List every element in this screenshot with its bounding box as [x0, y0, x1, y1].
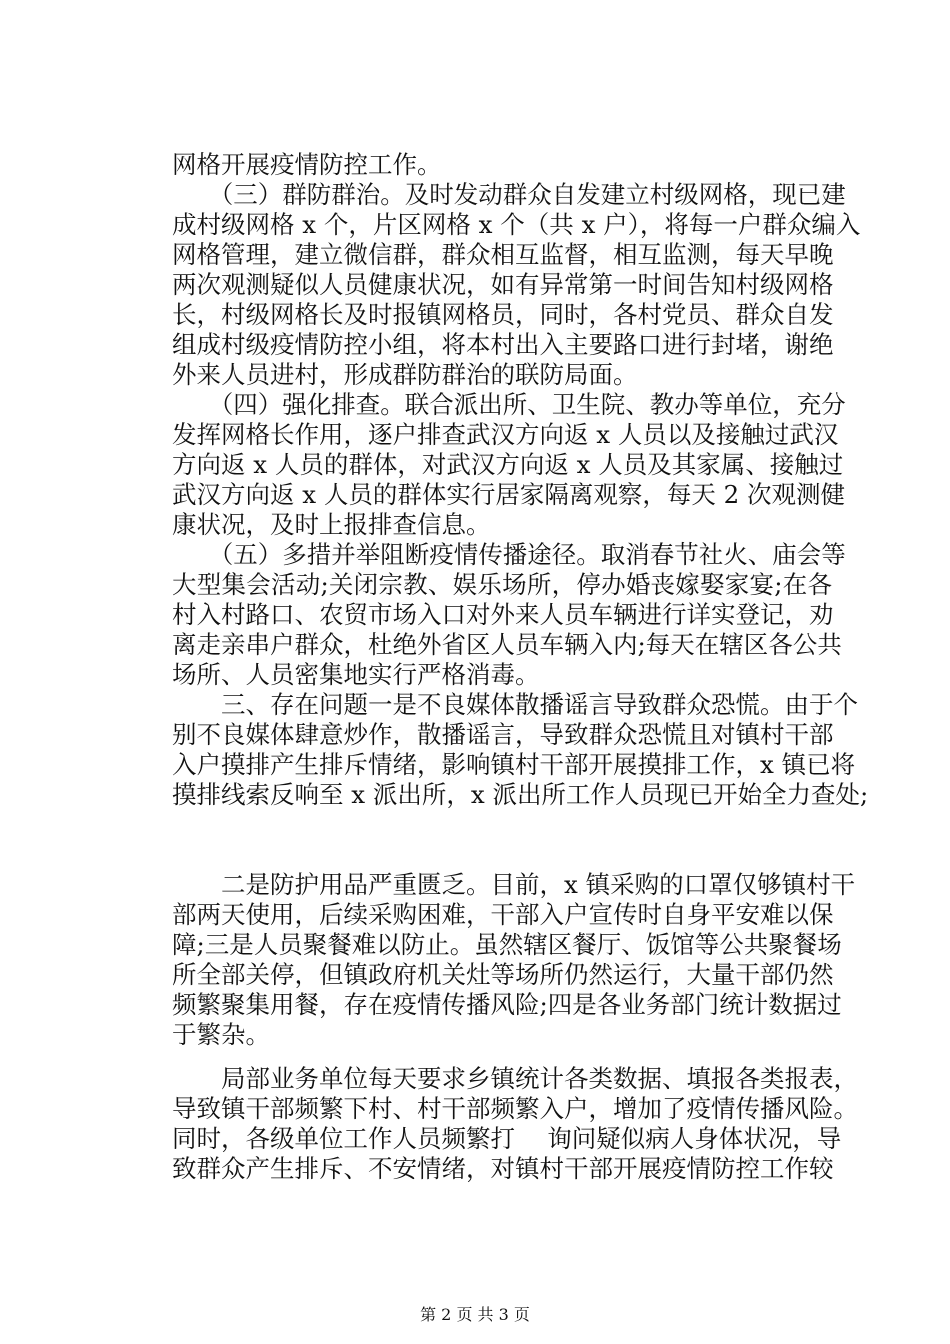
text-line: 场所、人员密集地实行严格消毒。 — [172, 660, 540, 689]
text-line: （五）多措并举阻断疫情传播途径。取消春节社火、庙会等 — [172, 540, 846, 569]
text-line: 方向返 x 人员的群体，对武汉方向返 x 人员及其家属、接触过 — [172, 450, 844, 479]
text-line: 村入村路口、农贸市场入口对外来人员车辆进行详实登记，劝 — [172, 600, 834, 629]
text-line: 于繁杂。 — [172, 1020, 270, 1049]
text-line: 部两天使用，后续采购困难，干部入户宣传时自身平安难以保 — [172, 900, 834, 929]
text-line: 长，村级网格长及时报镇网格员，同时，各村党员、群众自发 — [172, 300, 834, 329]
text-line: 同时，各级单位工作人员频繁打 询问疑似病人身体状况，导 — [172, 1124, 842, 1153]
text-line: 网格开展疫情防控工作。 — [172, 150, 442, 179]
text-line: 障;三是人员聚餐难以防止。虽然辖区餐厅、饭馆等公共聚餐场 — [172, 930, 842, 959]
text-line: 致群众产生排斥、不安情绪，对镇村干部开展疫情防控工作较 — [172, 1154, 834, 1183]
text-line: 外来人员进村，形成群防群治的联防局面。 — [172, 360, 638, 389]
text-line: 导致镇干部频繁下村、村干部频繁入户，增加了疫情传播风险。 — [172, 1094, 858, 1123]
text-line: 摸排线索反响至 x 派出所，x 派出所工作人员现已开始全力查处; — [172, 780, 869, 809]
text-line: 三、存在问题一是不良媒体散播谣言导致群众恐慌。由于个 — [172, 690, 858, 719]
text-line: 组成村级疫情防控小组，将本村出入主要路口进行封堵，谢绝 — [172, 330, 834, 359]
text-line: 康状况，及时上报排查信息。 — [172, 510, 491, 539]
text-line: （三）群防群治。及时发动群众自发建立村级网格，现已建 — [172, 180, 846, 209]
text-line: 二是防护用品严重匮乏。目前，x 镇采购的口罩仅够镇村干 — [172, 870, 856, 899]
text-line: 两次观测疑似人员健康状况，如有异常第一时间告知村级网格 — [172, 270, 834, 299]
text-line: （四）强化排查。联合派出所、卫生院、教办等单位，充分 — [172, 390, 846, 419]
text-line: 发挥网格长作用，逐户排查武汉方向返 x 人员以及接触过武汉 — [172, 420, 839, 449]
text-line: 所全部关停，但镇政府机关灶等场所仍然运行，大量干部仍然 — [172, 960, 834, 989]
page-footer: 第 2 页 共 3 页 — [420, 1305, 530, 1324]
text-line: 入户摸排产生排斥情绪，影响镇村干部开展摸排工作，x 镇已将 — [172, 750, 856, 779]
text-line: 离走亲串户群众，杜绝外省区人员车辆入内;每天在辖区各公共 — [172, 630, 842, 659]
text-line: 成村级网格 x 个，片区网格 x 个（共 x 户），将每一户群众编入 — [172, 210, 861, 239]
text-line: 网格管理，建立微信群，群众相互监督，相互监测，每天早晚 — [172, 240, 834, 269]
text-line: 局部业务单位每天要求乡镇统计各类数据、填报各类报表， — [172, 1064, 858, 1093]
text-line: 武汉方向返 x 人员的群体实行居家隔离观察，每天 2 次观测健 — [172, 480, 846, 509]
text-line: 别不良媒体肆意炒作，散播谣言，导致群众恐慌且对镇村干部 — [172, 720, 834, 749]
text-line: 大型集会活动;关闭宗教、娱乐场所，停办婚丧嫁娶家宴;在各 — [172, 570, 832, 599]
text-line: 频繁聚集用餐，存在疫情传播风险;四是各业务部门统计数据过 — [172, 990, 842, 1019]
